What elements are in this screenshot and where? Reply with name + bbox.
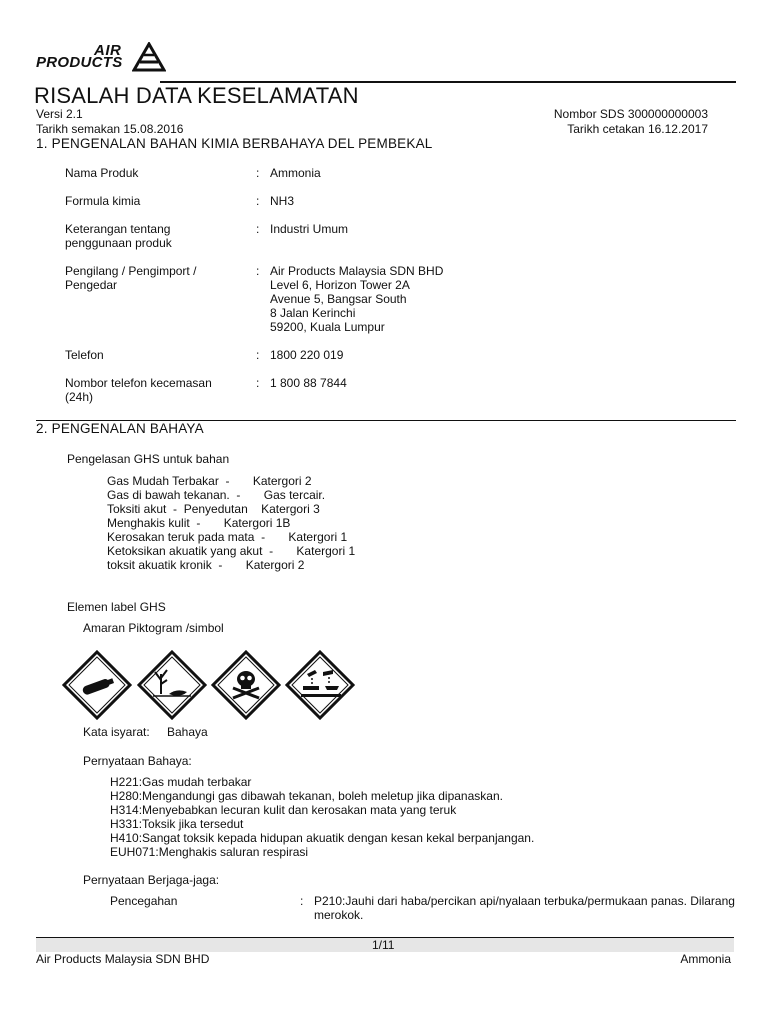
prevention-line-1: P210:Jauhi dari haba/percikan api/nyalaan terbuka/permukaan panas. Dilarang bbox=[314, 894, 735, 908]
field-colon: : bbox=[256, 348, 260, 362]
field-colon: : bbox=[256, 194, 260, 208]
environment-icon bbox=[137, 650, 207, 720]
classification-item: toksit akuatik kronik - Katergori 2 bbox=[107, 558, 305, 572]
hazard-statement: H280:Mengandungi gas dibawah tekanan, boleh meletup jika dipanaskan. bbox=[110, 789, 503, 803]
field-value: 59200, Kuala Lumpur bbox=[270, 320, 385, 334]
prevention-line-2: merokok. bbox=[314, 908, 364, 922]
air-products-logo bbox=[36, 42, 166, 76]
field-label: Keterangan tentang bbox=[65, 222, 171, 236]
hazard-statement: H221:Gas mudah terbakar bbox=[110, 775, 252, 789]
field-colon: : bbox=[256, 166, 260, 180]
print-date: Tarikh cetakan 16.12.2017 bbox=[567, 122, 708, 136]
pictogram-heading: Amaran Piktogram /simbol bbox=[83, 621, 224, 635]
field-colon: : bbox=[256, 376, 260, 390]
section-1-heading: 1. PENGENALAN BAHAN KIMIA BERBAHAYA DEL PEMBEKAL bbox=[36, 136, 433, 151]
logo-text-line2: PRODUCTS bbox=[36, 54, 123, 71]
prevention-colon: : bbox=[300, 894, 304, 908]
field-value: 1800 220 019 bbox=[270, 348, 344, 362]
signal-word: Bahaya bbox=[167, 725, 208, 739]
field-label: Pengilang / Pengimport / bbox=[65, 264, 197, 278]
field-value: 1 800 88 7844 bbox=[270, 376, 347, 390]
ghs-classification-label: Pengelasan GHS untuk bahan bbox=[67, 452, 230, 466]
sds-number: Nombor SDS 300000000003 bbox=[553, 107, 708, 121]
hazard-statement: EUH071:Menghakis saluran respirasi bbox=[110, 845, 309, 859]
page-number: 1/11 bbox=[372, 938, 395, 952]
field-label: Nama Produk bbox=[65, 166, 139, 180]
footer-product: Ammonia bbox=[680, 952, 731, 966]
hazard-statement: H410:Sangat toksik kepada hidupan akuatik dengan kesan kekal berpanjangan. bbox=[110, 831, 535, 845]
section-2-heading: 2. PENGENALAN BAHAYA bbox=[36, 421, 204, 436]
classification-item: Gas Mudah Terbakar - Katergori 2 bbox=[107, 474, 312, 488]
logo-triangle-icon bbox=[132, 42, 166, 72]
classification-item: Ketoksikan akuatik yang akut - Katergori 1 bbox=[107, 544, 356, 558]
label-elements-heading: Elemen label GHS bbox=[67, 600, 166, 614]
hazard-statement: H314:Menyebabkan lecuran kulit dan kerosakan mata yang teruk bbox=[110, 803, 457, 817]
version: Versi 2.1 bbox=[36, 107, 83, 121]
field-value: 8 Jalan Kerinchi bbox=[270, 306, 356, 320]
classification-item: Menghakis kulit - Katergori 1B bbox=[107, 516, 291, 530]
field-label: Pengedar bbox=[65, 278, 118, 292]
field-label: Formula kimia bbox=[65, 194, 141, 208]
field-label: Telefon bbox=[65, 348, 104, 362]
skull-crossbones-icon bbox=[211, 650, 281, 720]
field-colon: : bbox=[256, 222, 260, 236]
field-value: Avenue 5, Bangsar South bbox=[270, 292, 407, 306]
precautionary-heading: Pernyataan Berjaga-jaga: bbox=[83, 873, 220, 887]
field-value: Ammonia bbox=[270, 166, 321, 180]
classification-item: Gas di bawah tekanan. - Gas tercair. bbox=[107, 488, 326, 502]
gas-cylinder-icon bbox=[62, 650, 132, 720]
field-value: Air Products Malaysia SDN BHD bbox=[270, 264, 444, 278]
field-value: Industri Umum bbox=[270, 222, 349, 236]
field-label: (24h) bbox=[65, 390, 94, 404]
document-title: RISALAH DATA KESELAMATAN bbox=[34, 83, 359, 108]
field-label: Nombor telefon kecemasan bbox=[65, 376, 212, 390]
corrosion-icon bbox=[285, 650, 355, 720]
footer-company: Air Products Malaysia SDN BHD bbox=[36, 952, 210, 966]
field-value: NH3 bbox=[270, 194, 295, 208]
signal-word-label: Kata isyarat: bbox=[83, 725, 150, 739]
field-colon: : bbox=[256, 264, 260, 278]
classification-item: Toksiti akut - Penyedutan Katergori 3 bbox=[107, 502, 320, 516]
classification-item: Kerosakan teruk pada mata - Katergori 1 bbox=[107, 530, 348, 544]
logo-text-line1: AIR bbox=[94, 42, 122, 59]
prevention-label: Pencegahan bbox=[110, 894, 178, 908]
revision-date: Tarikh semakan 15.08.2016 bbox=[36, 122, 184, 136]
field-value: Level 6, Horizon Tower 2A bbox=[270, 278, 410, 292]
hazard-statement: H331:Toksik jika tersedut bbox=[110, 817, 244, 831]
field-label: penggunaan produk bbox=[65, 236, 172, 250]
hazard-statements-heading: Pernyataan Bahaya: bbox=[83, 754, 192, 768]
